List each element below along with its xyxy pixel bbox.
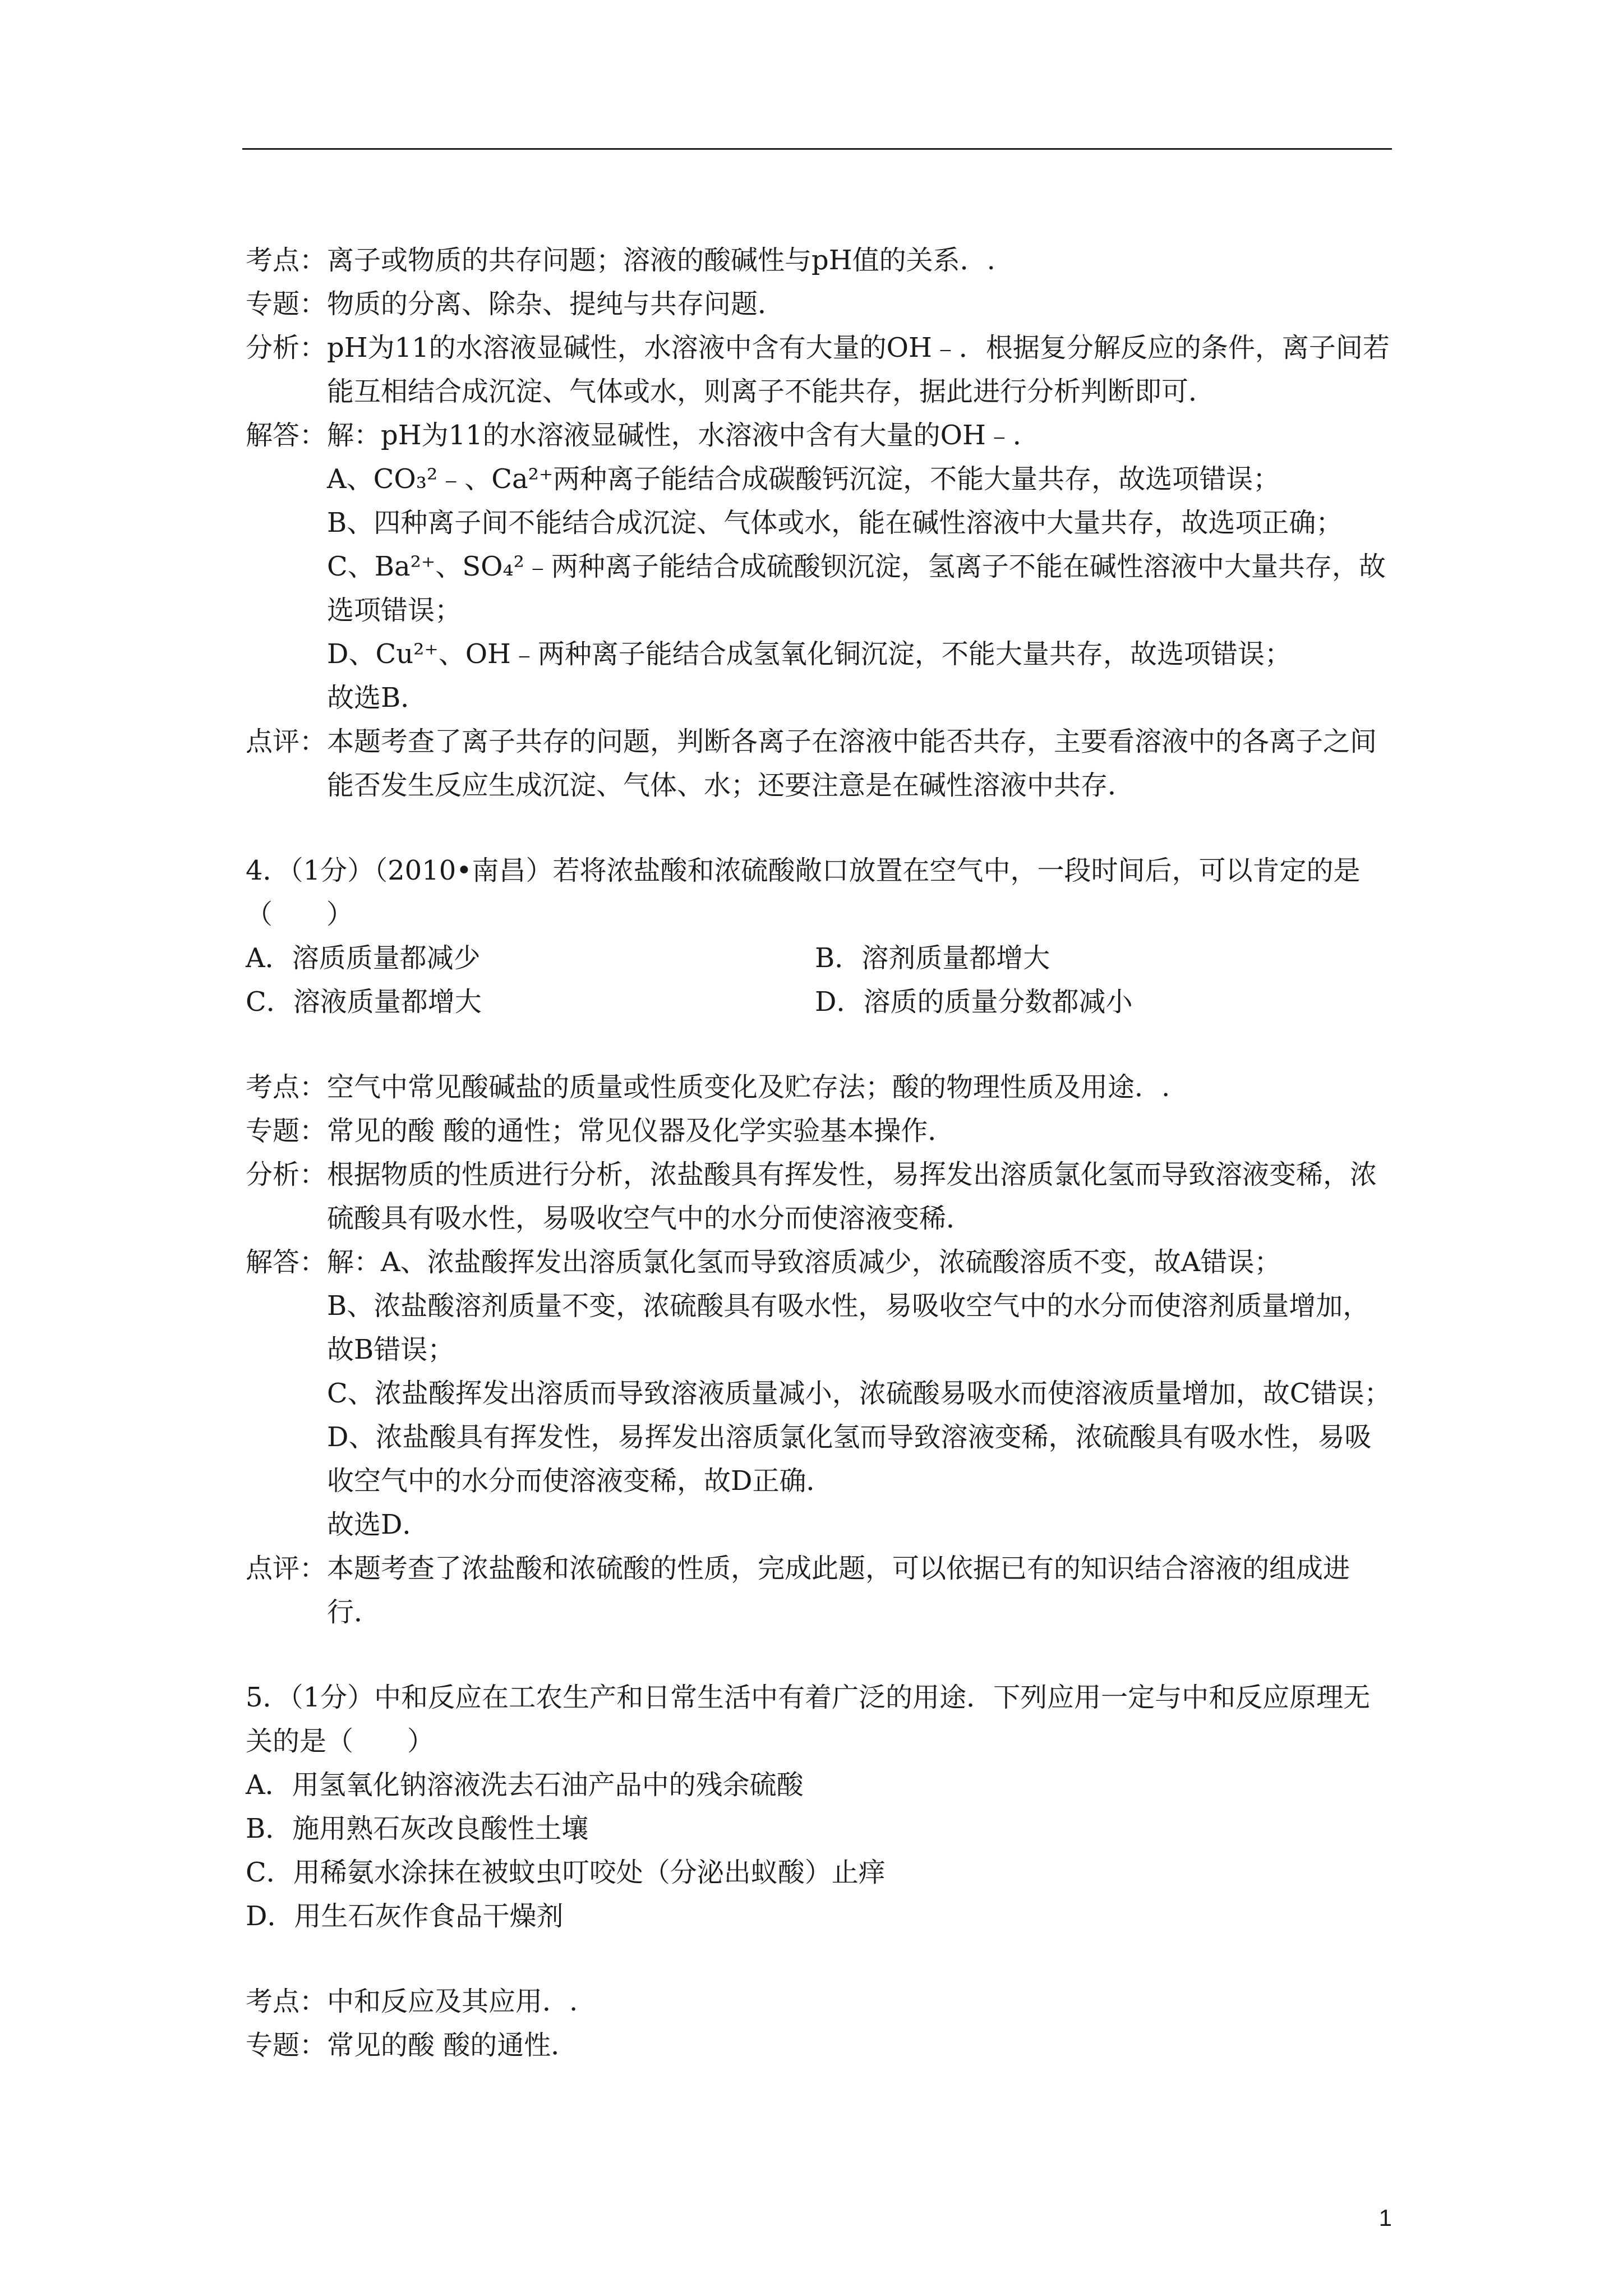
q5-zhuanti-text: 常见的酸 酸的通性．	[327, 2030, 578, 2061]
q5-option-d: D．用生石灰作食品干燥剂	[246, 1901, 564, 1932]
zhuanti-text: 物质的分离、除杂、提纯与共存问题．	[327, 288, 785, 320]
jieda-a: A、CO₃²﹣、Ca²⁺两种离子能结合成碳酸钙沉淀，不能大量共存，故选项错误；	[327, 463, 1280, 495]
zhuanti-row: 专题： 物质的分离、除杂、提纯与共存问题．	[246, 288, 785, 320]
q5-zhuanti-row: 专题： 常见的酸 酸的通性．	[246, 2030, 578, 2061]
page-number: 1	[1378, 2205, 1392, 2231]
question-5-stem: 5．（1分）中和反应在工农生产和日常生活中有着广泛的用途．下列应用一定与中和反应原理无关的是（ ）	[246, 1682, 1371, 1757]
q4-dianping-text: 本题考查了浓盐酸和浓硫酸的性质，完成此题，可以依据已有的知识结合溶液的组成进行．	[327, 1553, 1350, 1628]
q5-kaodian-row: 考点： 中和反应及其应用．.	[246, 1986, 578, 2017]
q5-option-b: B．施用熟石灰改良酸性土壤	[246, 1813, 589, 1844]
q4-dianping-row: 点评： 本题考查了浓盐酸和浓硫酸的性质，完成此题，可以依据已有的知识结合溶液的组成进行．	[246, 1553, 1350, 1628]
jieda-c: C、Ba²⁺、SO₄²﹣两种离子能结合成硫酸钡沉淀，氢离子不能在碱性溶液中大量共存，故选项错误；	[327, 551, 1386, 626]
q4-zhuanti-text: 常见的酸 酸的通性；常见仪器及化学实验基本操作．	[327, 1115, 955, 1147]
jieda-b: B、四种离子间不能结合成沉淀、气体或水，能在碱性溶液中大量共存，故选项正确；	[327, 507, 1343, 539]
q5-option-a: A．用氢氧化钠溶液洗去石油产品中的残余硫酸	[246, 1769, 804, 1801]
q4-fenxi-text: 根据物质的性质进行分析，浓盐酸具有挥发性，易挥发出溶质氯化氢而导致溶液变稀，浓硫酸具有吸水性，易吸收空气中的水分而使溶液变稀．	[327, 1159, 1377, 1234]
document-body	[246, 238, 1395, 2067]
dianping-row: 点评： 本题考查了离子共存的问题，判断各离子在溶液中能否共存，主要看溶液中的各离子之间能否发生反应生成沉淀、气体、水；还要注意是在碱性溶液中共存．	[246, 726, 1377, 801]
kaodian-row: 考点： 离子或物质的共存问题；溶液的酸碱性与pH值的关系．.	[246, 245, 995, 276]
fenxi-row: 分析： pH为11的水溶液显碱性，水溶液中含有大量的OH﹣．根据复分解反应的条件，离子间若能互相结合成沉淀、气体或水，则离子不能共存，据此进行分析判断即可．	[246, 332, 1390, 407]
kaodian-text: 离子或物质的共存问题；溶液的酸碱性与pH值的关系．.	[327, 245, 995, 276]
q5-option-c: C．用稀氨水涂抹在被蚊虫叮咬处（分泌出蚁酸）止痒	[246, 1857, 886, 1888]
jieda-row: 解答： 解：pH为11的水溶液显碱性，水溶液中含有大量的OH﹣．	[246, 420, 1040, 451]
q4-jieda-d: D、浓盐酸具有挥发性，易挥发出溶质氯化氢而导致溶液变稀，浓硫酸具有吸水性，易吸收空气中的水分而使溶液变稀，故D正确．	[327, 1421, 1372, 1497]
question-4-options	[246, 936, 1395, 1024]
q4-option-c: C．溶液质量都增大	[246, 986, 482, 1018]
q4-option-d: D．溶质的质量分数都减小	[815, 986, 1133, 1018]
question-4-stem: 4．（1分）（2010•南昌）若将浓盐酸和浓硫酸敞口放置在空气中，一段时间后，可以肯定的是（ ）	[246, 855, 1361, 930]
q4-zhuanti-row: 专题： 常见的酸 酸的通性；常见仪器及化学实验基本操作．	[246, 1115, 955, 1147]
q4-option-a: A．溶质质量都减少	[246, 942, 481, 974]
q4-kaodian-text: 空气中常见酸碱盐的质量或性质变化及贮存法；酸的物理性质及用途．.	[327, 1071, 1170, 1103]
q5-kaodian-text: 中和反应及其应用．.	[327, 1986, 578, 2017]
fenxi-text: pH为11的水溶液显碱性，水溶液中含有大量的OH﹣．根据复分解反应的条件，离子间若能互相结合成沉淀、气体或水，则离子不能共存，据此进行分析判断即可．	[327, 332, 1390, 407]
header-rule	[242, 148, 1392, 150]
q4-jieda-b: B、浓盐酸溶剂质量不变，浓硫酸具有吸水性，易吸收空气中的水分而使溶剂质量增加，故B错误；	[327, 1290, 1370, 1365]
dianping-text: 本题考查了离子共存的问题，判断各离子在溶液中能否共存，主要看溶液中的各离子之间能否发生反应生成沉淀、气体、水；还要注意是在碱性溶液中共存．	[327, 726, 1377, 801]
q4-jieda-row: 解答： 解：A、浓盐酸挥发出溶质氯化氢而导致溶质减少，浓硫酸溶质不变，故A错误；	[246, 1246, 1281, 1278]
q4-fenxi-row: 分析： 根据物质的性质进行分析，浓盐酸具有挥发性，易挥发出溶质氯化氢而导致溶液变稀，浓硫酸具有吸水性，易吸收空气中的水分而使溶液变稀．	[246, 1159, 1377, 1234]
q4-jieda-c: C、浓盐酸挥发出溶质而导致溶液质量减小，浓硫酸易吸水而使溶液质量增加，故C错误；	[327, 1378, 1391, 1409]
q4-jieda-a: 解：A、浓盐酸挥发出溶质氯化氢而导致溶质减少，浓硫酸溶质不变，故A错误；	[327, 1246, 1281, 1278]
jieda-end: 故选B．	[327, 682, 428, 714]
q4-kaodian-row: 考点： 空气中常见酸碱盐的质量或性质变化及贮存法；酸的物理性质及用途．.	[246, 1071, 1170, 1103]
question-5-options	[246, 1763, 1395, 1938]
jieda-d: D、Cu²⁺、OH﹣两种离子能结合成氢氧化铜沉淀，不能大量共存，故选项错误；	[327, 638, 1292, 670]
jieda-intro: 解：pH为11的水溶液显碱性，水溶液中含有大量的OH﹣．	[327, 420, 1040, 451]
q4-jieda-end: 故选D．	[327, 1509, 430, 1540]
q4-option-b: B．溶剂质量都增大	[815, 942, 1050, 974]
